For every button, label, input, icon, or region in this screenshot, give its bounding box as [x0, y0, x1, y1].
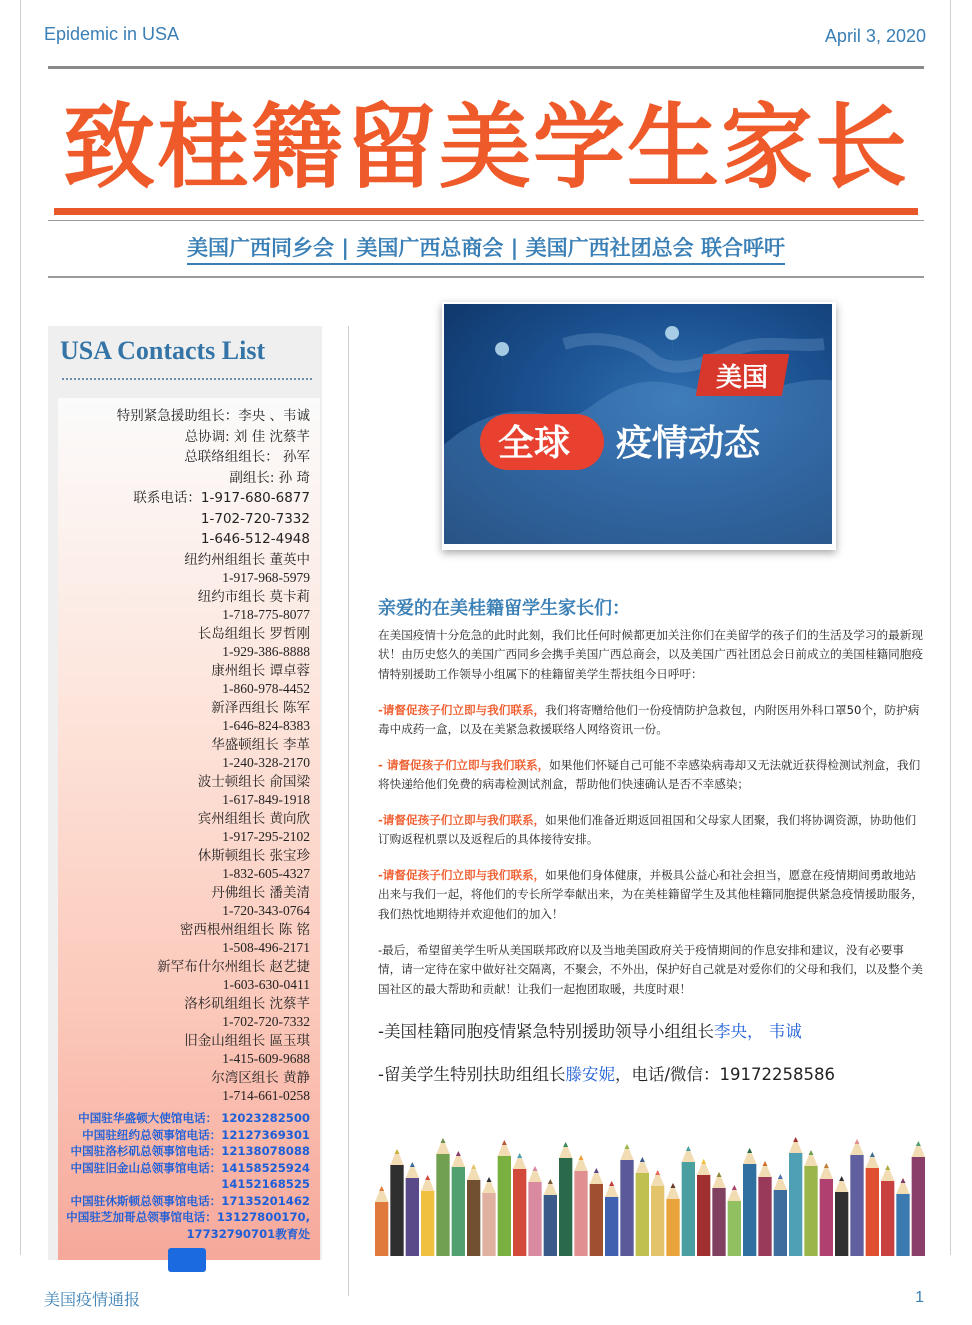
contact-line: 特别紧急援助组长：李央 、韦诚 — [116, 408, 310, 424]
contact-phone: 1-917-295-2102 — [222, 829, 310, 844]
pencil-lead — [686, 1146, 691, 1151]
signature-name: 滕安妮 — [565, 1065, 615, 1084]
title-rule — [48, 220, 924, 221]
pencil-lead — [548, 1179, 553, 1184]
pencil-lead — [609, 1181, 614, 1186]
contact-phone: 1-240-328-2170 — [222, 755, 310, 770]
pencil-lead — [502, 1140, 507, 1145]
point-highlight: -请督促孩子们立即与我们联系， — [378, 703, 546, 717]
signature-contact: ，电话/微信：19172258586 — [614, 1065, 836, 1084]
pencil-body — [651, 1186, 664, 1256]
contact-phone: 1-603-630-0411 — [222, 977, 310, 992]
pencil-body — [452, 1167, 465, 1256]
contact-line: 纽约市组长 莫卡莉 — [197, 588, 310, 605]
pencil-body — [513, 1169, 526, 1256]
pencil-body — [544, 1195, 557, 1256]
point-highlight: -请督促孩子们立即与我们联系， — [378, 868, 546, 882]
pencil-body — [896, 1194, 909, 1256]
pencil-lead — [824, 1163, 829, 1168]
article-intro: 在美国疫情十分危急的此时此刻，我们比任何时候都更加关注你们在美留学的孩子们的生活及学习的最新现状！由历史悠久的美国广西同乡会携手美国广西总商会，以及美国广西社团总会日前成立的美国桂籍同胞疫情特别援助工作领导小组属下的桂籍留美学生帮扶组今日呼吁： — [378, 628, 923, 681]
pencil-lead — [671, 1183, 676, 1188]
pencil-body — [850, 1155, 863, 1256]
embassy-contact: 中国驻纽约总领事馆电话：12127369301 — [82, 1127, 310, 1142]
pencil-lead — [471, 1164, 476, 1169]
contact-phone: 1-720-343-0764 — [222, 903, 310, 918]
pencil-body — [881, 1181, 894, 1256]
contact-phone: 1-702-720-7332 — [222, 1014, 310, 1029]
facebook-icon[interactable] — [168, 1248, 206, 1272]
page-right-border — [950, 0, 951, 1255]
contact-line: 纽约州组组长 董英中 — [184, 551, 310, 568]
point-text: 我们将寄赠给他们一份疫情防护急救包，内附医用外科口罩50个，防护病毒中成药一盒，以及在美紧急救援联络人网络资讯一份。 — [378, 703, 920, 737]
article-point-3 — [378, 811, 926, 850]
pencil-body — [390, 1165, 403, 1256]
pencil-body — [728, 1201, 741, 1256]
pencil-lead — [839, 1176, 844, 1181]
banner-graphic — [444, 304, 832, 544]
pencil-lead — [379, 1186, 384, 1191]
signature-prefix: -美国桂籍同胞疫情紧急特别援助领导小组组长 — [378, 1022, 714, 1041]
point-text: 如果他们准备近期返回祖国和父母家人团聚，我们将协调资源，协助他们订购返程机票以及返程后的具体接待安排。 — [378, 813, 917, 847]
pencil-body — [743, 1164, 756, 1256]
contact-line: 华盛顿组长 李革 — [211, 736, 310, 753]
page-title: 致桂籍留美学生家长 — [62, 94, 909, 201]
embassy-list — [66, 1110, 310, 1242]
article-greeting: 亲爱的在美桂籍留学生家长们： — [378, 598, 630, 619]
pencil-body — [912, 1157, 925, 1256]
pencil-lead — [487, 1177, 492, 1182]
embassy-contact: 17732790701教育处 — [186, 1226, 310, 1241]
pencil-body — [712, 1188, 725, 1256]
pencil-body — [559, 1158, 572, 1256]
pencil-lead — [855, 1139, 860, 1144]
pencil-lead — [456, 1151, 461, 1156]
pencil-body — [467, 1180, 480, 1256]
contact-line: 旧金山组组长 區玉琪 — [184, 1032, 310, 1049]
point-highlight: -请督促孩子们立即与我们联系， — [378, 813, 546, 827]
article-point-2 — [378, 756, 926, 795]
pencil-body — [866, 1168, 879, 1256]
pencil-body — [375, 1202, 388, 1256]
contact-line: 密西根州组组长 陈 铭 — [179, 921, 310, 938]
pencil-body — [835, 1192, 848, 1256]
header-date: April 3, 2020 — [824, 26, 926, 46]
contact-phone: 1-929-386-8888 — [222, 644, 310, 659]
page-left-border — [20, 0, 21, 1255]
colored-pencils-illustration — [374, 1126, 926, 1256]
embassy-contact: 中国驻华盛顿大使馆电话： 12023282500 — [78, 1111, 310, 1125]
pencil-lead — [517, 1153, 522, 1158]
pencil-body — [406, 1178, 419, 1256]
pencil-body — [820, 1179, 833, 1256]
pencil-lead — [732, 1185, 737, 1190]
pencil-lead — [563, 1142, 568, 1147]
pencil-body — [789, 1153, 802, 1256]
embassy-contact: 中国驻休斯顿总领事馆电话：17135201462 — [70, 1193, 310, 1208]
pencil-lead — [901, 1178, 906, 1183]
pencil-lead — [885, 1165, 890, 1170]
pencil-lead — [717, 1172, 722, 1177]
pencil-lead — [655, 1170, 660, 1175]
contact-line: 副组长: 孙 琦 — [229, 469, 310, 486]
signature-names: 李央， 韦诚 — [713, 1022, 802, 1041]
contact-line: 洛杉矶组组长 沈蔡芊 — [184, 995, 310, 1012]
point-highlight: - 请督促孩子们立即与我们联系， — [378, 758, 550, 772]
point-text: 如果他们身体健康，并极具公益心和社会担当，愿意在疫情期间勇敢地站出来与我们一起，将他们的专长所学奉献出来，为在美桂籍留学生及其他桂籍同胞提供紧急疫情援助服务，我们热忱地期待并欢迎他们的加入！ — [378, 868, 923, 921]
global-epidemic-banner — [444, 304, 832, 544]
header-section-label: Epidemic in USA — [44, 24, 180, 44]
pencil-lead — [701, 1159, 706, 1164]
column-divider — [348, 326, 349, 1296]
pencil-body — [574, 1171, 587, 1256]
pencil-body — [590, 1184, 603, 1256]
signature-student-group — [378, 1061, 835, 1085]
contact-line: 总协调: 刘 佳 沈蔡芊 — [184, 428, 310, 445]
page-number: 1 — [915, 1289, 924, 1306]
contact-line: 尔湾区组长 黄静 — [211, 1069, 310, 1086]
pencil-body — [758, 1177, 771, 1256]
contact-phone: 1-917-968-5979 — [222, 570, 310, 585]
contact-line: 丹佛组长 潘美清 — [211, 884, 310, 901]
pencil-lead — [747, 1148, 752, 1153]
contact-line: 宾州组组长 黄向欣 — [197, 810, 310, 827]
contact-line: 长岛组组长 罗哲刚 — [197, 625, 310, 642]
point-text: 如果他们怀疑自己可能不幸感染病毒却又无法就近获得检测试剂盒，我们将快递给他们免费的病毒检测试剂盒，帮助他们快速确认是否不幸感染； — [378, 758, 921, 792]
pencil-body — [498, 1156, 511, 1256]
contact-phone: 1-617-849-1918 — [222, 792, 310, 807]
signature-prefix: -留美学生特别扶助组组长 — [378, 1065, 566, 1084]
contact-phone: 1-415-609-9688 — [222, 1051, 310, 1066]
contact-phone: 1-860-978-4452 — [222, 681, 310, 696]
header-rule — [48, 66, 924, 69]
pencil-lead — [625, 1144, 630, 1149]
pencil-lead — [763, 1161, 768, 1166]
contact-line: 联系电话：1-917-680-6877 — [133, 490, 310, 506]
signature-leaders — [378, 1018, 802, 1042]
pencil-body — [528, 1182, 541, 1256]
pencil-lead — [410, 1162, 415, 1167]
banner-headline: 疫情动态 — [616, 423, 761, 464]
pencil-lead — [809, 1150, 814, 1155]
pencil-lead — [441, 1138, 446, 1143]
pencil-body — [605, 1197, 618, 1256]
article-closing: -最后，希望留美学生听从美国联邦政府以及当地美国政府关于疫情期间的作息安排和建议，没有必要事情，请一定待在家中做好社交隔离，不聚会，不外出，保护好自己就是对爱你们的父母和我们，以及整个美国社区的最大帮助和贡献！让我们一起抱团取暖，共度时艰！ — [378, 943, 923, 996]
pencil-lead — [916, 1141, 921, 1146]
embassy-contact: 中国驻洛杉矶总领事馆电话：12138078088 — [70, 1144, 310, 1158]
pencil-body — [666, 1199, 679, 1256]
contact-line: 1-702-720-7332 — [200, 510, 310, 527]
pencil-lead — [640, 1157, 645, 1162]
tag-text: 美国 — [716, 363, 769, 393]
location-pin-icon — [665, 326, 679, 354]
pencil-body — [697, 1175, 710, 1256]
contact-line: 康州组长 谭卓蓉 — [211, 662, 310, 679]
pencil-lead — [579, 1155, 584, 1160]
contact-phone: 1-714-661-0258 — [222, 1088, 310, 1103]
contacts-heading-divider — [62, 378, 312, 380]
subtitle-rule — [48, 276, 924, 278]
footer-publication: 美国疫情通报 — [44, 1290, 141, 1309]
pencil-body — [620, 1160, 633, 1256]
embassy-contact: 中国驻旧金山总领事馆电话：14158525924 — [70, 1160, 310, 1175]
contact-line: 总联络组组长： 孙军 — [184, 449, 310, 465]
location-pin-icon — [495, 342, 509, 370]
pencil-lead — [533, 1166, 538, 1171]
pencil-lead — [870, 1152, 875, 1157]
contact-line: 新罕布什尔州组长 赵艺捷 — [157, 958, 310, 975]
page-subtitle — [48, 232, 924, 262]
contact-phone: 1-508-496-2171 — [222, 940, 310, 955]
contacts-list — [117, 406, 310, 1105]
subtitle-text: 美国广西同乡会 | 美国广西总商会 | 美国广西社团总会 联合呼吁 — [187, 236, 785, 265]
pencil-body — [682, 1162, 695, 1256]
contacts-heading: USA Contacts List — [60, 336, 266, 365]
pencil-body — [804, 1166, 817, 1256]
title-underline — [54, 208, 918, 215]
contact-line: 波士顿组长 俞国梁 — [197, 773, 310, 790]
pencil-body — [774, 1190, 787, 1256]
article-point-4 — [378, 866, 926, 924]
contact-line: 休斯顿组长 张宝珍 — [197, 847, 310, 864]
contact-phone: 1-718-775-8077 — [222, 607, 310, 622]
pencil-lead — [594, 1168, 599, 1173]
embassy-contact: 14152168525 — [221, 1177, 310, 1191]
contact-phone: 1-832-605-4327 — [222, 866, 310, 881]
pill-text: 全球 — [498, 423, 571, 464]
contacts-panel — [58, 398, 320, 1260]
pencil-lead — [425, 1175, 430, 1180]
contact-line: 1-646-512-4948 — [200, 531, 310, 547]
article-point-1 — [378, 701, 926, 740]
contact-phone: 1-646-824-8383 — [222, 718, 310, 733]
pencil-body — [421, 1191, 434, 1256]
pencil-body — [436, 1154, 449, 1256]
pencil-lead — [778, 1174, 783, 1179]
contact-line: 新泽西组长 陈军 — [211, 699, 310, 716]
pencil-lead — [793, 1137, 798, 1142]
pencil-body — [482, 1193, 495, 1256]
pencil-lead — [395, 1149, 400, 1154]
embassy-contact: 中国驻芝加哥总领事馆电话：13127800170, — [66, 1210, 310, 1224]
pencil-body — [636, 1173, 649, 1256]
